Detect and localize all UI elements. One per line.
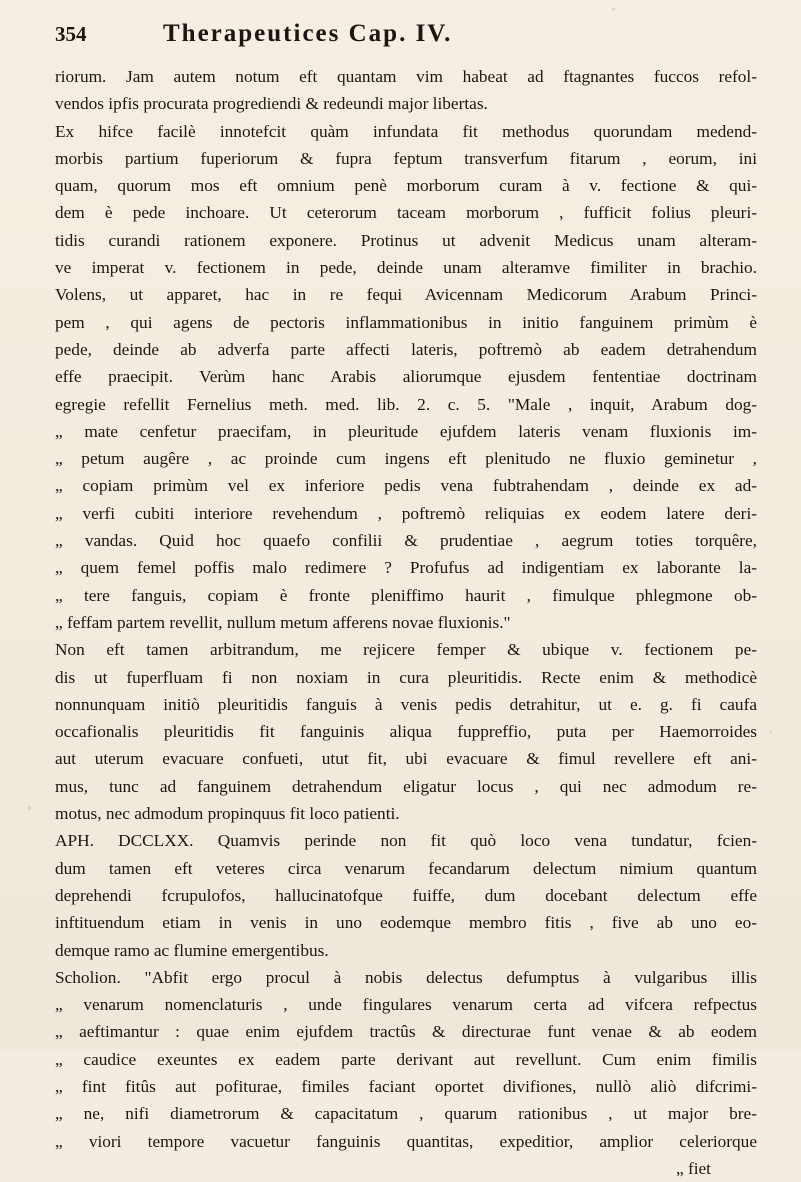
catchword: „ fiet <box>675 1158 711 1178</box>
text-line: effe praecipit. Verùm hanc Arabis aliorumque ejusdem fententiae doctrinam <box>55 367 757 387</box>
text-line: tidis curandi rationem exponere. Protinus ut advenit Medicus unam alteram- <box>55 230 757 250</box>
text-body <box>55 63 757 1182</box>
text-line: „ mate cenfetur praecifam, in pleuritude ejufdem lateris venam fluxionis im- <box>55 421 757 441</box>
page-number: 354 <box>55 22 87 46</box>
text-line: Scholion. "Abfit ergo procul à nobis delectus defumptus à vulgaribus illis <box>55 967 757 987</box>
text-line: deprehendi fcrupulofos, hallucinatofque fuiffe, dum docebant delectum effe <box>55 885 757 905</box>
text-line: nonnunquam initiò pleuritidis fanguis à venis pedis detrahitur, ut e. g. fi caufa <box>55 694 757 714</box>
text-line: „ ne, nifi diametrorum & capacitatum , quarum rationibus , ut major bre- <box>55 1104 757 1124</box>
text-line: Non eft tamen arbitrandum, me rejicere femper & ubique v. fectionem pe- <box>55 640 757 660</box>
running-title: Therapeutices Cap. IV. <box>163 20 453 47</box>
text-line: vendos ipfis procurata progrediendi & redeundi major libertas. <box>55 94 488 114</box>
paper-speck <box>28 806 31 810</box>
text-line: occafionalis pleuritidis fit fanguinis aliqua fuppreffio, puta per Haemorroides <box>55 722 757 742</box>
text-line: dem è pede inchoare. Ut ceterorum taceam morborum , fufficit folius pleuri- <box>55 203 757 223</box>
text-line: ve imperat v. fectionem in pede, deinde unam alteramve fimiliter in brachio. <box>55 258 757 278</box>
text-line: „ petum augêre , ac proinde cum ingens eft plenitudo ne fluxio geminetur , <box>55 449 757 469</box>
text-line: quam, quorum mos eft omnium penè morborum curam à v. fectione & qui- <box>55 176 757 196</box>
text-line: morbis partium fuperiorum & fupra feptum transverfum fitarum , eorum, ini <box>55 148 757 168</box>
text-line: „ verfi cubiti interiore revehendum , poftremò reliquias ex eodem latere deri- <box>55 503 757 523</box>
text-line: pede, deinde ab adverfa parte affecti lateris, poftremò ab eadem detrahendum <box>55 339 757 359</box>
text-line: riorum. Jam autem notum eft quantam vim habeat ad ftagnantes fuccos refol- <box>55 67 757 86</box>
paper-speck <box>612 8 615 11</box>
text-line: „ fint fitûs aut pofiturae, fimiles faciant oportet divifiones, nullò aliò difcrimi- <box>55 1076 757 1096</box>
text-line: aut uterum evacuare confueti, utut fit, ubi evacuare & fimul revellere eft ani- <box>55 749 757 769</box>
text-line: egregie refellit Fernelius meth. med. lib. 2. c. 5. "Male , inquit, Arabum dog- <box>55 394 757 414</box>
text-line: „ aeftimantur : quae enim ejufdem tractûs & directurae funt venae & ab eodem <box>55 1022 757 1042</box>
text-line: inftituendum etiam in venis in uno eodemque membro fitis , five ab uno eo- <box>55 913 757 933</box>
text-line: dum tamen eft veteres circa venarum fecandarum delectum nimium quantum <box>55 858 757 878</box>
text-line: „ tere fanguis, copiam è fronte pleniffimo haurit , fimulque phlegmone ob- <box>55 585 757 605</box>
text-line: „ venarum nomenclaturis , unde fingulares venarum certa ad vifcera refpectus <box>55 995 757 1015</box>
text-line: demque ramo ac flumine emergentibus. <box>55 940 329 960</box>
text-line: „ feffam partem revellit, nullum metum afferens novae fluxionis." <box>55 612 511 632</box>
text-line: Ex hifce facilè innotefcit quàm infundata fit methodus quorundam medend- <box>55 121 757 141</box>
text-line: „ vandas. Quid hoc quaefo confilii & prudentiae , aegrum toties torquêre, <box>55 531 757 551</box>
text-line: APH. DCCLXX. Quamvis perinde non fit quò loco vena tundatur, fcien- <box>55 831 757 851</box>
text-line: mus, tunc ad fanguinem detrahendum eligatur locus , qui nec admodum re- <box>55 776 757 796</box>
text-line: motus, nec admodum propinquus fit loco patienti. <box>55 804 400 824</box>
text-line: „ quem femel poffis malo redimere ? Profufus ad indigentiam ex laborante la- <box>55 558 757 578</box>
paper-speck <box>770 730 772 733</box>
text-line: Volens, ut apparet, hac in re fequi Avicennam Medicorum Arabum Princi- <box>55 285 757 305</box>
text-line: pem , qui agens de pectoris inflammationibus in initio fanguinem primùm è <box>55 312 757 332</box>
page-header <box>55 20 755 54</box>
text-line: „ viori tempore vacuetur fanguinis quantitas, expeditior, amplior celeriorque <box>55 1131 757 1151</box>
text-line: „ caudice exeuntes ex eadem parte derivant aut revellunt. Cum enim fimilis <box>55 1049 757 1069</box>
text-line: dis ut fuperfluam fi non noxiam in cura pleuritidis. Recte enim & methodicè <box>55 667 757 687</box>
text-line: „ copiam primùm vel ex inferiore pedis vena fubtrahendam , deinde ex ad- <box>55 476 757 496</box>
